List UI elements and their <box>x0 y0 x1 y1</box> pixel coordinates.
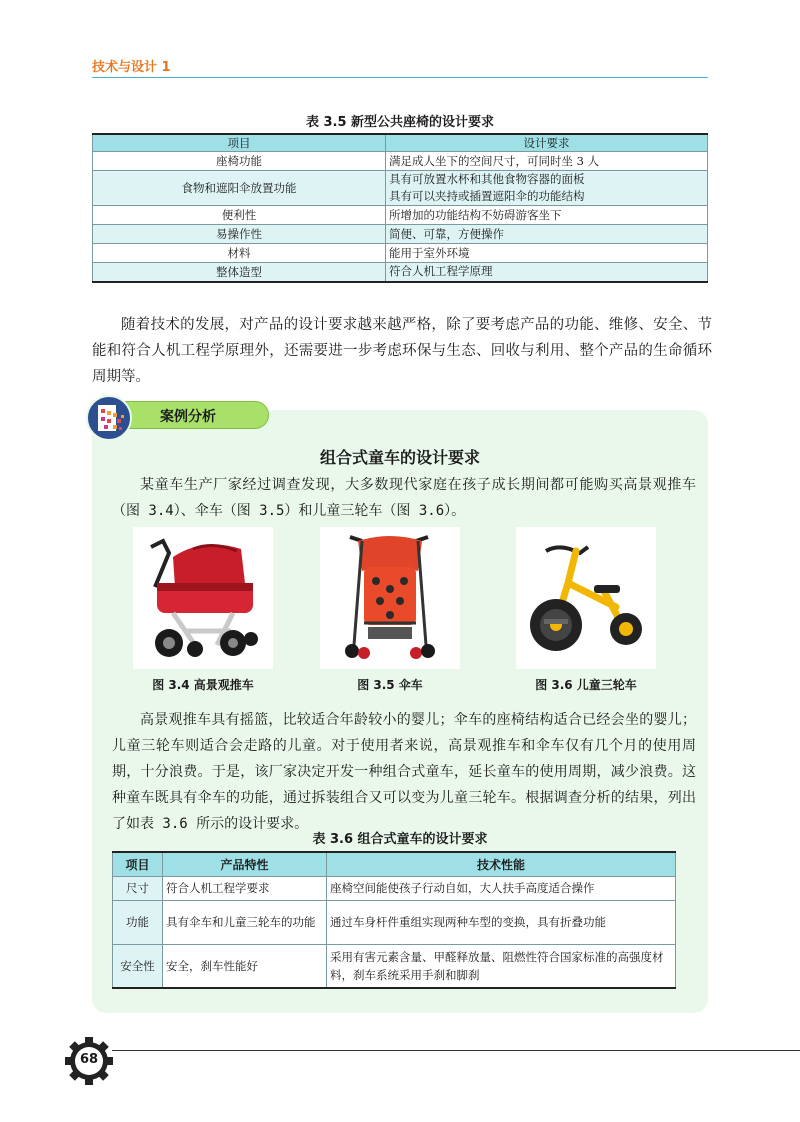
table-cell-requirement: 简便、可靠，方便操作 <box>386 225 708 244</box>
table-3-5 <box>92 133 708 283</box>
table-cell-item: 座椅功能 <box>93 152 386 171</box>
table-3-6-caption: 表 3.6 组合式童车的设计要求 <box>312 832 488 847</box>
table-cell-item: 安全性 <box>113 944 163 988</box>
case-analysis-tab <box>125 401 269 429</box>
table-row <box>113 876 676 900</box>
figure-caption: 图 3.5 伞车 <box>357 678 423 692</box>
table-header-item: 项目 <box>113 852 163 876</box>
footer-rule <box>112 1050 800 1051</box>
body-paragraph: 随着技术的发展，对产品的设计要求越来越严格，除了要考虑产品的功能、维修、安全、节能和符合人机工程学原理外，还需要进一步考虑环保与生态、回收与利用、整个产品的生命循环周期等。 <box>92 317 712 385</box>
table-row <box>93 152 708 171</box>
pram-photo <box>133 527 273 669</box>
table-cell-performance: 通过车身杆件重组实现两种车型的变换，具有折叠功能 <box>327 900 676 944</box>
table-cell-requirement: 所增加的功能结构不妨碍游客坐下 <box>386 206 708 225</box>
table-cell-item: 尺寸 <box>113 876 163 900</box>
table-cell-feature: 具有伞车和儿童三轮车的功能 <box>163 900 327 944</box>
case-title: 组合式童车的设计要求 <box>319 448 480 467</box>
table-cell-requirement: 符合人机工程学原理 <box>386 263 708 282</box>
table-cell-item: 便利性 <box>93 206 386 225</box>
figure-caption: 图 3.4 高景观推车 <box>152 678 254 692</box>
table-cell-requirement: 能用于室外环境 <box>386 244 708 263</box>
table-cell-item: 整体造型 <box>93 263 386 282</box>
table-row <box>93 225 708 244</box>
table-header-requirement: 设计要求 <box>386 134 708 152</box>
table-cell-feature: 符合人机工程学要求 <box>163 876 327 900</box>
table-3-6 <box>112 851 676 989</box>
table-header-performance: 技术性能 <box>327 852 676 876</box>
table-cell-performance: 采用有害元素含量、甲醛释放量、阻燃性符合国家标准的高强度材料，刹车系统采用手刹和脚刹 <box>327 944 676 988</box>
requirement-line: 具有可以夹持或插置遮阳伞的功能结构 <box>389 189 585 203</box>
case-body-paragraph: 高景观推车具有摇篮，比较适合年龄较小的婴儿；伞车的座椅结构适合已经会坐的婴儿；儿童三轮车则适合会走路的儿童。对于使用者来说，高景观推车和伞车仅有几个月的使用周期，十分浪费。于是，该厂家决定开发一种组合式童车，延长童车的使用周期，减少浪费。这种童车既具有伞车的功能，通过拆装组合又可以变为儿童三轮车。根据调查分析的结果，列出了如表 3.6 所示的设计要求。 <box>112 712 696 832</box>
figure-caption: 图 3.6 儿童三轮车 <box>535 678 637 692</box>
table-cell-feature: 安全，刹车性能好 <box>163 944 327 988</box>
case-intro-paragraph: 某童车生产厂家经过调查发现，大多数现代家庭在孩子成长期间都可能购买高景观推车（图 3.4）、伞车（图 3.5）和儿童三轮车（图 3.6）。 <box>112 477 696 519</box>
table-cell-requirement: 满足成人坐下的空间尺寸，可同时坐 3 人 <box>386 152 708 171</box>
table-row <box>113 900 676 944</box>
table-row <box>93 244 708 263</box>
table-row <box>93 206 708 225</box>
table-cell-item: 材料 <box>93 244 386 263</box>
tricycle-photo <box>516 527 656 669</box>
page-number: 68 <box>79 1052 99 1067</box>
table-cell-item: 食物和遮阳伞放置功能 <box>93 171 386 206</box>
case-analysis-label: 案例分析 <box>160 409 216 425</box>
table-cell-item: 易操作性 <box>93 225 386 244</box>
case-analysis-icon <box>86 395 132 441</box>
running-header-title: 技术与设计 1 <box>92 60 171 75</box>
table-cell-requirement <box>386 171 708 206</box>
table-cell-performance: 座椅空间能使孩子行动自如，大人扶手高度适合操作 <box>327 876 676 900</box>
table-cell-item: 功能 <box>113 900 163 944</box>
table-row <box>113 944 676 988</box>
umbrella-stroller-photo <box>320 527 460 669</box>
table-row <box>93 263 708 282</box>
table-row <box>93 171 708 206</box>
requirement-line: 具有可放置水杯和其他食物容器的面板 <box>389 172 585 186</box>
table-3-5-caption: 表 3.5 新型公共座椅的设计要求 <box>305 115 495 130</box>
table-header-feature: 产品特性 <box>163 852 327 876</box>
header-rule <box>92 77 708 78</box>
table-header-item: 项目 <box>93 134 386 152</box>
